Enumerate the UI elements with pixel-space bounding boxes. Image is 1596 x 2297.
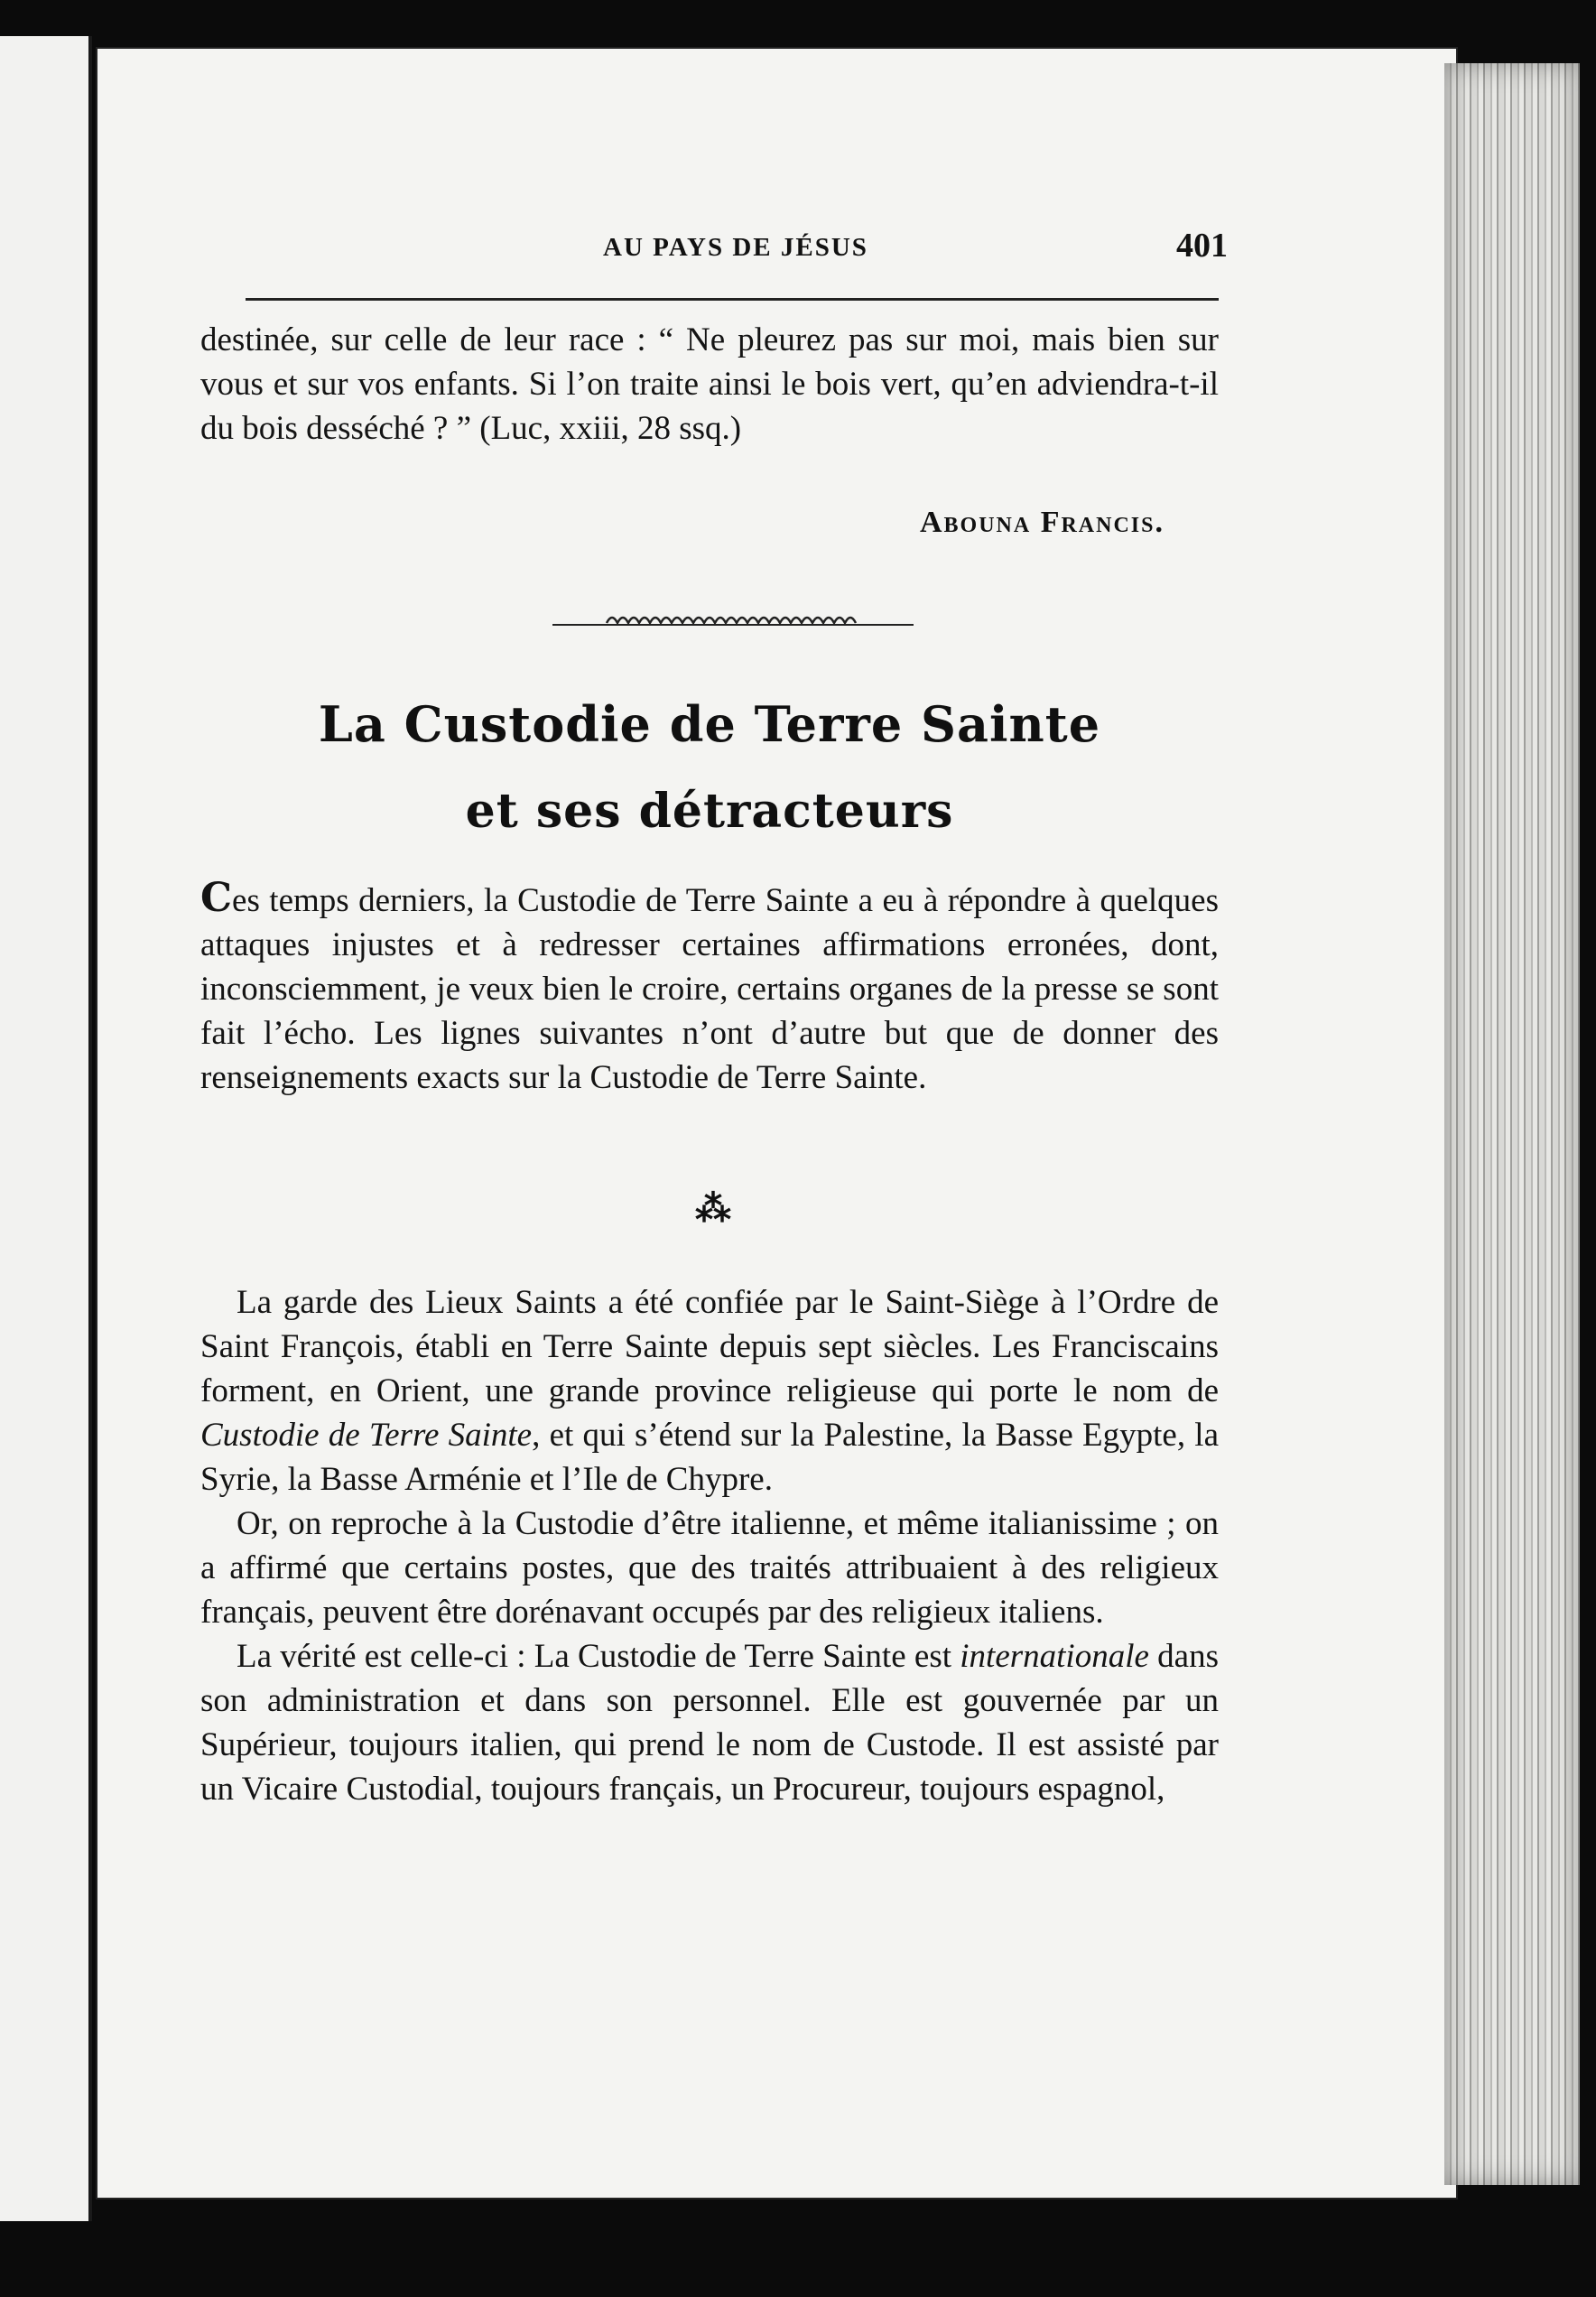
drop-cap: C: [200, 875, 233, 921]
intro-text: es temps derniers, la Custodie de Terre Sainte a eu à répondre à quelques attaques injustes et à redresser certaines affirmations erronées, dont, inconsciemment, je veux bien le croire, certains organes de la presse se sont fait l’écho. Les lignes suivantes n’ont d’autre but que de donner des renseignements exacts sur la Custodie de Terre Sainte.: [200, 882, 1219, 1096]
paragraph-1-text-a: La garde des Lieux Saints a été confiée par le Saint-Siège à l’Ordre de Saint François, établi en Terre Sainte depuis sept siècles. Les Franciscains forment, en Orient, une grande province religieuse qui porte le nom de: [200, 1284, 1219, 1409]
author-signature: Abouna Francis.: [919, 506, 1165, 539]
wavy-ornament: [552, 605, 914, 632]
running-title: AU PAYS DE JÉSUS: [603, 233, 868, 262]
page-stack-edges: [1444, 63, 1580, 2185]
article-title-line-1: La Custodie de Terre Sainte: [318, 695, 1101, 753]
intro-paragraph-block: [200, 876, 1219, 1100]
paragraph-truth: [200, 1634, 1219, 1811]
top-paragraph-block: [200, 318, 1219, 451]
paragraph-3-italic: internationale: [960, 1638, 1149, 1675]
page-number: 401: [1176, 227, 1228, 265]
intro-paragraph: [200, 876, 1219, 1100]
paragraph-1-italic: Custodie de Terre Sainte: [200, 1417, 533, 1454]
paragraph-custody-origin: [200, 1280, 1219, 1502]
paragraph-1-text-b: , et qui s’étend sur la Palestine, la Basse Egypte, la Syrie, la Basse Arménie et l’Ile de Chypre.: [200, 1417, 1219, 1498]
header-rule: [246, 298, 1219, 301]
paragraph-reproach: Or, on reproche à la Custodie d’être italienne, et même italianissime ; on a affirmé que certains postes, que des traités attribuaient à des religieux français, peuvent être dorénavant occupés par des religieux italiens.: [200, 1505, 1219, 1631]
paragraph-3-text-b: dans son administration et dans son personnel. Elle est gouvernée par un Supérieur, toujours italien, qui prend le nom de Custode. Il est assisté par un Vicaire Custodial, toujours français, un Procureur, toujours espagnol,: [200, 1638, 1220, 1808]
facing-page-edge: [0, 36, 92, 2221]
article-title-line-2: et ses détracteurs: [465, 784, 954, 839]
top-paragraph: destinée, sur celle de leur race : “ Ne pleurez pas sur moi, mais bien sur vous et sur vos enfants. Si l’on traite ainsi le bois vert, qu’en adviendra-t-il du bois desséché ? ” (Luc, xxiii, 28 ssq.): [200, 321, 1219, 447]
body-paragraphs: [200, 1280, 1219, 1811]
asterism-separator: ⁂: [695, 1188, 731, 1229]
paragraph-3-text-a: La vérité est celle-ci : La Custodie de Terre Sainte est: [237, 1638, 960, 1675]
running-head: [244, 224, 1228, 271]
